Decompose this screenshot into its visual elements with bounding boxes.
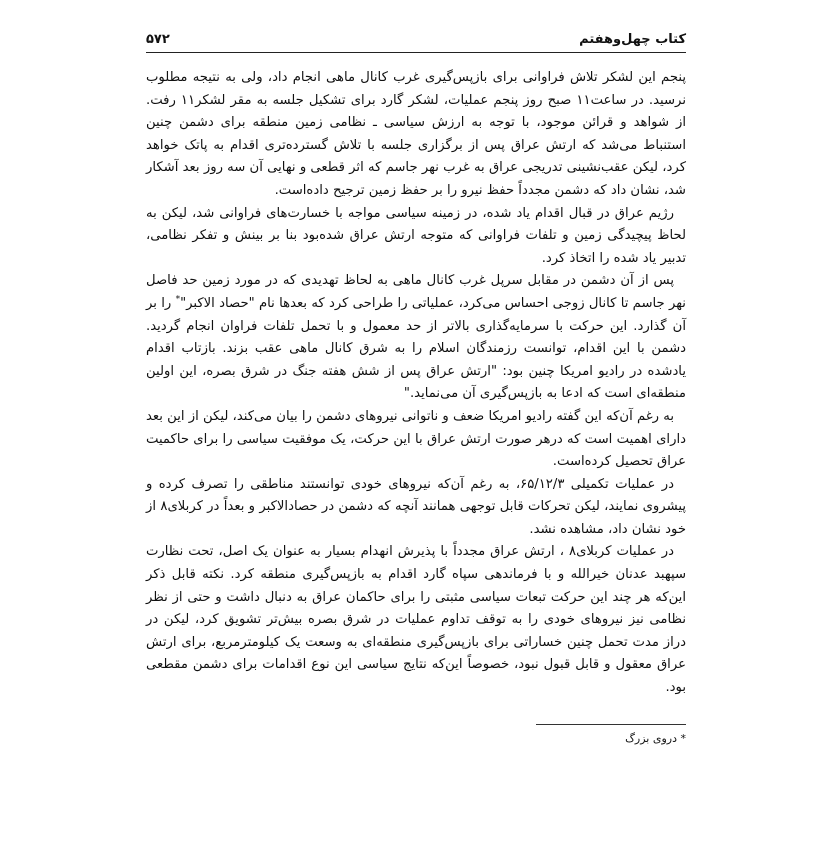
paragraph-6: در عملیات کربلای۸ ، ارتش عراق مجدداً با پذیرش انهدام بسیار به عنوان یک اصل، تحت نظارت سپهبد عدنان خیرالله و با فرماندهی سپاه گارد اقدام به بازپس‌گیری منطقه کرد. نکته قابل ذکر این‌که هر چند این حرکت تبعات سیاسی مثبتی را برای حاکمان عراق به دنبال داشت و حتی از نظر نظامی نیز نیروهای خودی را به توقف تداوم عملیات در شرق بصره بیش‌تر تشویق کرد، لیکن در دراز مدت تحمل چنین خساراتی برای بازپس‌گیری منطقه‌ای به وسعت یک کیلومترمربع، برای ارتش عراق معقول و قابل قبول نبود، خصوصاً این‌که نتایج سیاسی این نوع اقدامات برای دشمن مقطعی بود. xyxy=(146,544,686,696)
footnote-marker: * xyxy=(175,294,181,305)
footnote: * دروی بزرگ xyxy=(625,731,686,745)
document-page xyxy=(146,28,686,848)
footnote-divider xyxy=(536,724,686,725)
paragraph-5: در عملیات تکمیلی ۶۵/۱۲/۳، به رغم آن‌که نیروهای خودی توانستند مناطقی را تصرف کرده و پیشروی نمایند، لیکن تحرکات قابل توجهی همانند آنچه که دشمن در حصادالاکبر و بعداً در کربلای۸ از خود نشان داد، مشاهده نشد. xyxy=(146,476,686,537)
paragraph-3-part-2: را بر آن گذارد. این حرکت با سرمایه‌گذاری بالاتر از حد معمول و با تحمل تلفات فراوان انجام گردید. دشمن با این اقدام، توانست رزمندگان اسلام را به شرق کانال ماهی عقب بزند. بازتاب اقدام یادشده در رادیو امریکا چنین بود: "ارتش عراق پس از شش هفته جنگ در شرق بصره، این اولین منطقه‌ای است که ادعا به بازپس‌گیری آن می‌نماید." xyxy=(146,295,686,402)
paragraph-3-part-1: پس از آن دشمن در مقابل سرپل غرب کانال ماهی به لحاظ تهدیدی که در مورد زمین حد فاصل نهر جاسم تا کانال زوجی احساس می‌کرد، عملیاتی را طراحی کرد که بعدها نام "حصاد الاکبر" xyxy=(146,273,686,311)
page-header xyxy=(146,28,686,53)
paragraph-1: پنجم این لشکر تلاش فراوانی برای بازپس‌گیری غرب کانال ماهی انجام داد، ولی به نتیجه مطلوب نرسید. در ساعت۱۱ صبح روز پنجم عملیات، لشکر گارد برای تشکیل جلسه به مقر لشکر۱۱ رفت. از شواهد و قرائن موجود، با توجه به ارزش سیاسی ـ نظامی زمین منطقه برای دشمن چنین استنباط می‌شد که ارتش عراق پس از برگزاری جلسه با تلاش گسترده‌تری اقدام به پاتک خواهد کرد، لیکن عقب‌نشینی تدریجی عراق به غرب نهر جاسم که اثر قطعی و نهایی آن سه روز بعد آشکار شد، نشان داد که دشمن مجدداً حفظ نیرو را بر حفظ زمین ترجیح داده‌است. xyxy=(146,70,686,198)
page-number: ۵۷۲ xyxy=(146,32,170,47)
paragraph-2: رژیم عراق در قبال اقدام یاد شده، در زمینه سیاسی مواجه با خسارت‌های فراوانی شد، لیکن به لحاظ پیچیدگی زمین و تلفات فراوانی که متوجه ارتش عراق شده‌بود بنا بر بینش و تفکر نظامی، تدبیر یاد شده را اتخاذ کرد. xyxy=(146,205,686,266)
body-text xyxy=(146,67,686,700)
paragraph-4: به رغم آن‌که این گفته رادیو امریکا ضعف و ناتوانی نیروهای دشمن را بیان می‌کند، لیکن از این بعد دارای اهمیت است که درهر صورت ارتش عراق با این حرکت، یک موفقیت سیاسی را برای حاکمیت عراق تحصیل کرده‌است. xyxy=(146,408,686,470)
paragraph-3 xyxy=(146,270,686,406)
book-title: کتاب چهل‌وهفتم xyxy=(579,32,686,47)
